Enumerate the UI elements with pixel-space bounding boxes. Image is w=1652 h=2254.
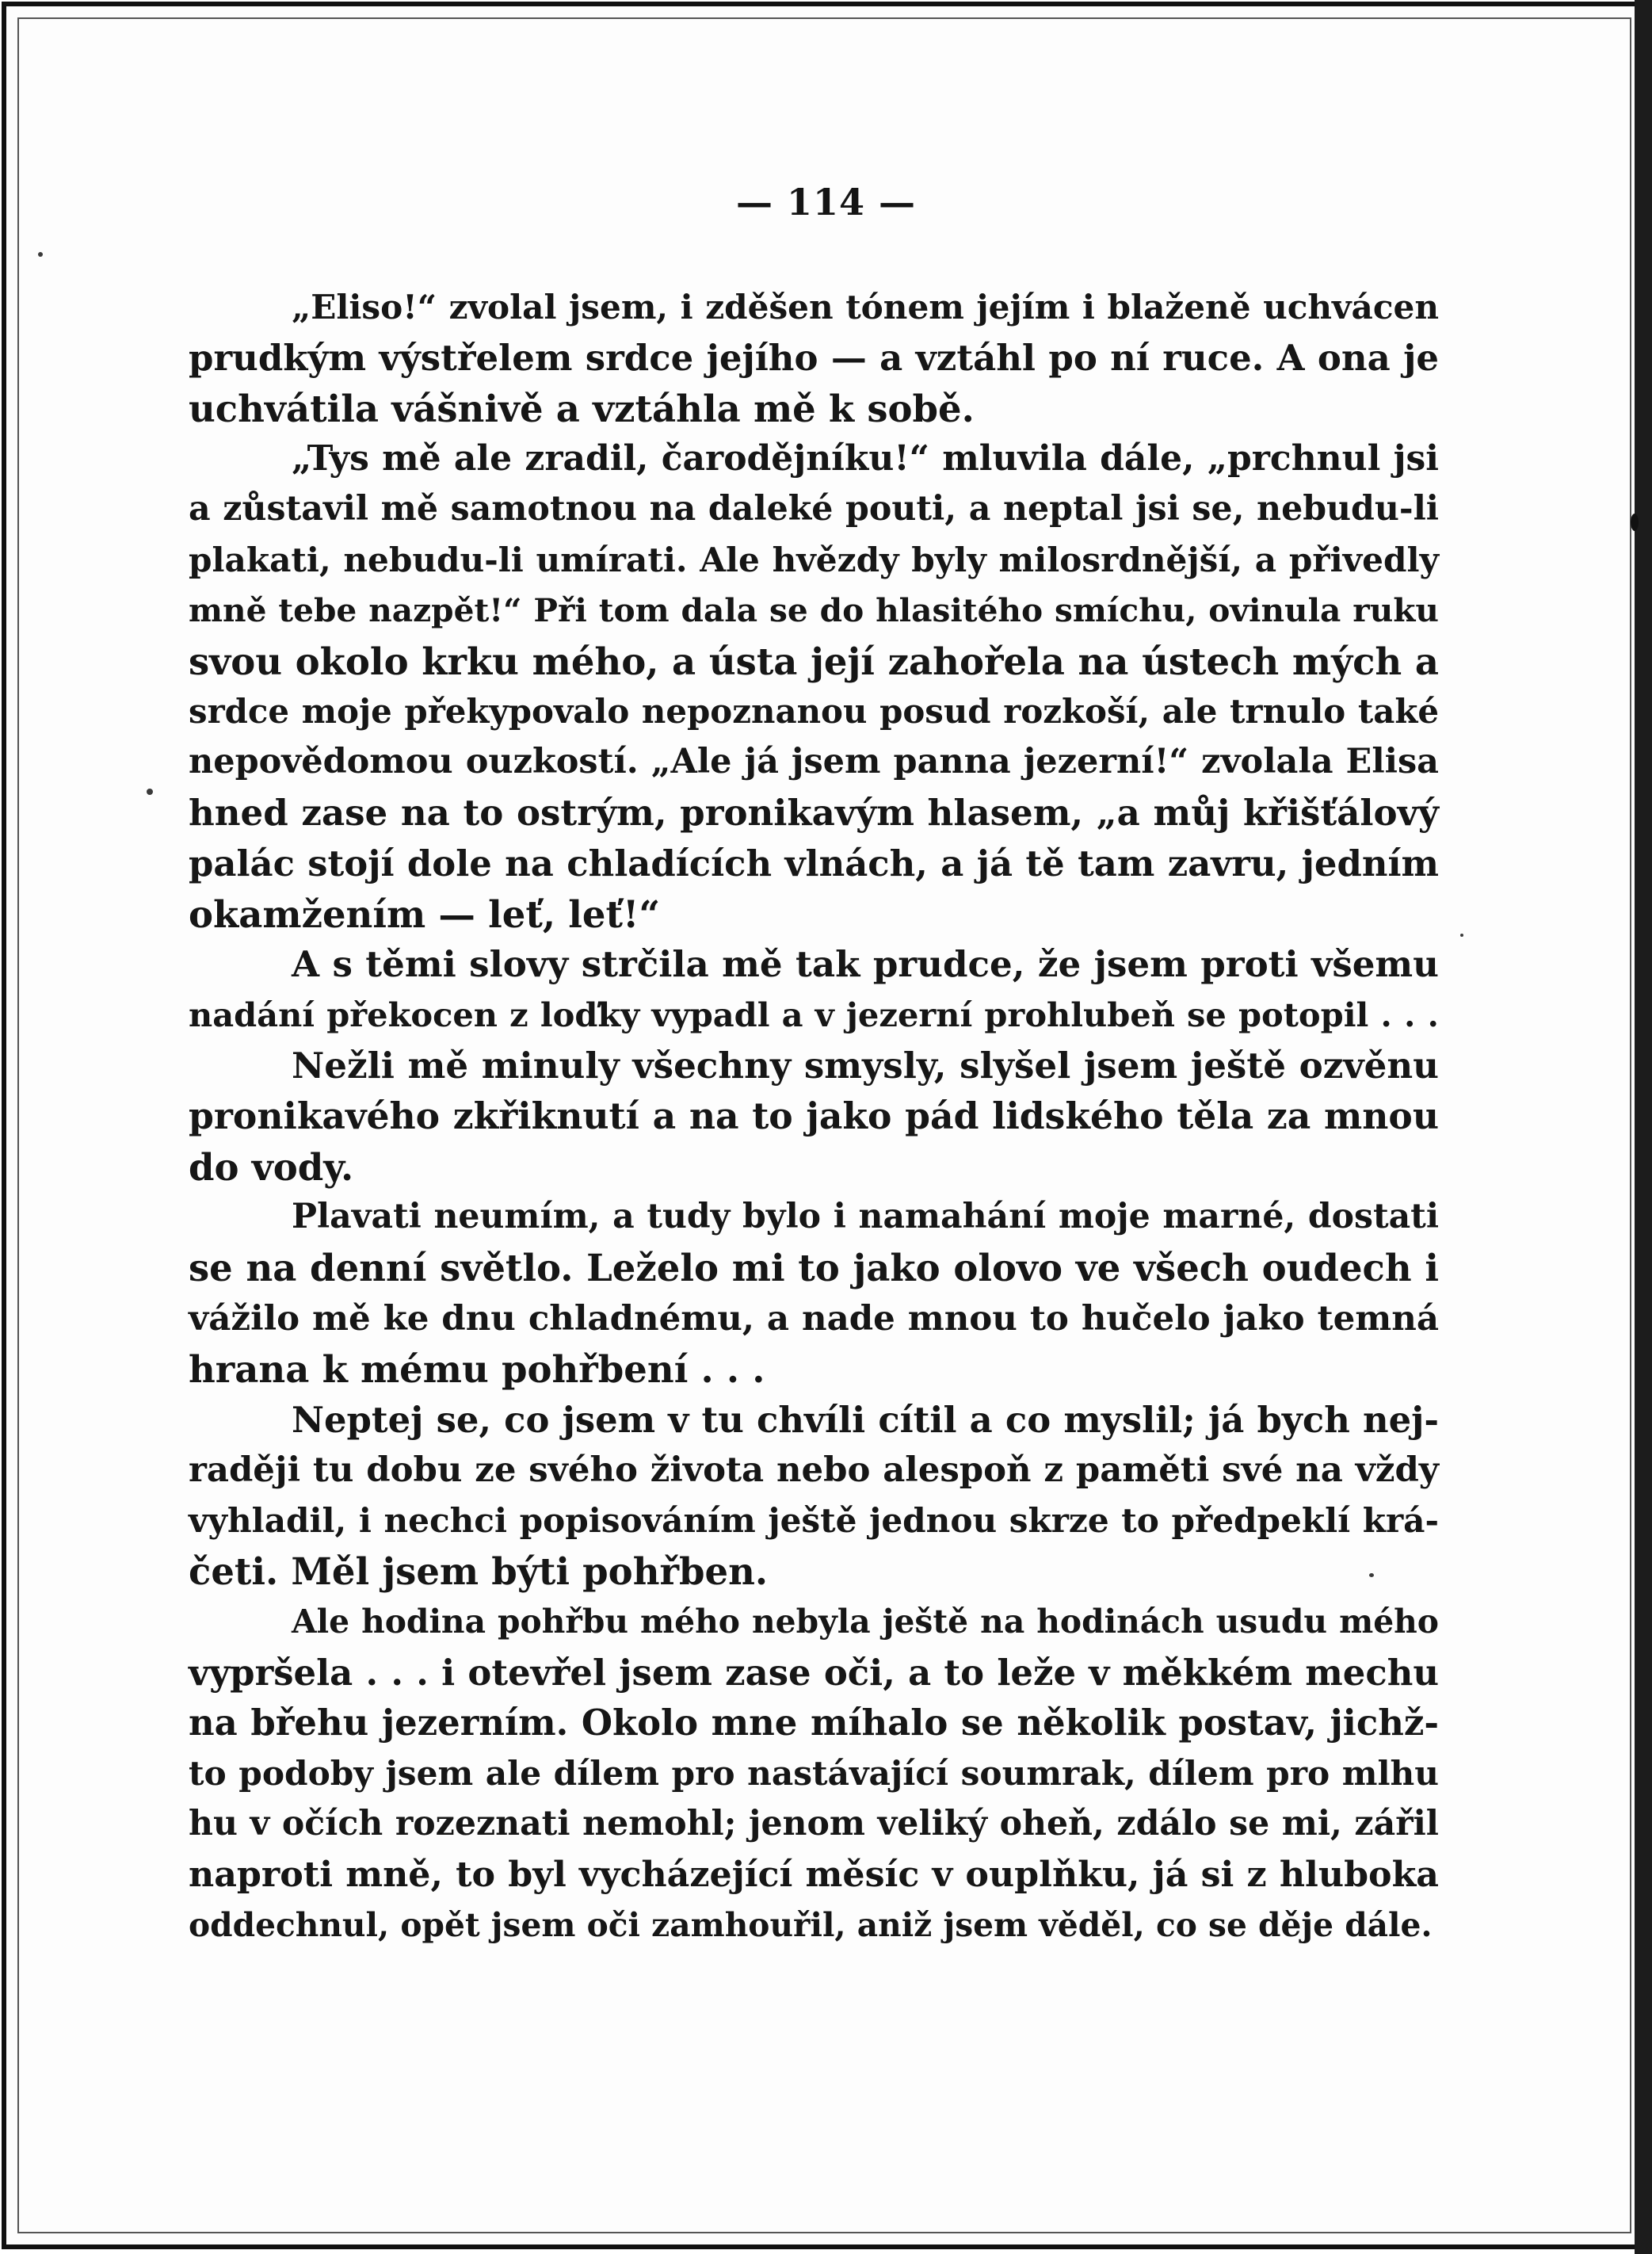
text-line: nepovědomou ouzkostí. „Ale já jsem panna jezerní!“ zvolala Elisa [189,742,1439,782]
text-line: mně tebe nazpět!“ Při tom dala se do hlasitého smíchu, ovinula ruku [189,590,1439,629]
text-line: raději tu dobu ze svého života nebo alespoň z paměti své na vždy [189,1450,1439,1491]
body-text [189,282,1439,1950]
text-line: hu v očích rozeznati nemohl; jenom veliký oheň, zdálo se mi, zářil [189,1803,1439,1843]
text-line: to podoby jsem ale dílem pro nastávající soumrak, dílem pro mlhu [189,1753,1439,1794]
text-line: prudkým výstřelem srdce jejího — a vztáhl po ní ruce. A ona je [189,336,1439,379]
text-line: četi. Měl jsem býti pohřben. [189,1549,769,1593]
text-line: palác stojí dole na chladících vlnách, a já tě tam zavru, jedním [189,842,1439,884]
text-line: vypršela . . . i otevřel jsem zase oči, a to leže v měkkém mechu [189,1651,1439,1694]
text-line: pronikavého zkřiknutí a na to jako pád lidského těla za mnou [189,1094,1439,1137]
text-line: vyhladil, i nechci popisováním ještě jednou skrze to předpeklí krá- [189,1500,1439,1541]
text-line: uchvátila vášnivě a vztáhla mě k sobě. [189,386,975,430]
text-line: „Eliso!“ zvolal jsem, i zděšen tónem jejím i blaženě uchvácen [292,287,1439,327]
text-line: na břehu jezerním. Okolo mne míhalo se několik postav, jichž- [189,1702,1439,1744]
text-line: Ale hodina pohřbu mého nebyla ještě na hodinách usudu mého [292,1602,1439,1641]
text-line: vážilo mě ke dnu chladnému, a nade mnou to hučelo jako temná [189,1297,1439,1339]
text-line: do vody. [189,1144,354,1189]
scan-speck [1460,934,1463,937]
text-line: naproti mně, to byl vycházející měsíc v ouplňku, já si z hluboka [189,1853,1439,1895]
text-line: se na denní světlo. Leželo mi to jako olovo ve všech oudech i [189,1246,1439,1290]
text-line: oddechnul, opět jsem oči zamhouřil, aniž jsem věděl, co se děje dále. [189,1905,1433,1944]
text-line: A s těmi slovy strčila mě tak prudce, že jsem proti všemu [292,943,1439,986]
page-number: — 114 — [735,181,917,223]
text-line: Neptej se, co jsem v tu chvíli cítil a co myslil; já bych nej- [292,1398,1439,1441]
scan-speck [1631,514,1639,531]
text-line: „Tys mě ale zradil, čarodějníku!“ mluvila dále, „prchnul jsi [292,438,1439,479]
text-line: Nežli mě minuly všechny smysly, slyšel jsem ještě ozvěnu [292,1044,1439,1087]
text-line: srdce moje překypovalo nepoznanou posud rozkoší, ale trnulo také [189,692,1439,732]
scan-speck [147,789,153,795]
text-line: okamžením — leť, leť!“ [189,892,661,936]
scan-edge [1635,0,1652,2254]
text-line: a zůstavil mě samotnou na daleké pouti, a neptal jsi se, nebudu-li [189,489,1439,529]
text-line: hrana k mému pohřbení . . . [189,1347,765,1391]
text-line: svou okolo krku mého, a ústa její zahořela na ústech mých a [189,639,1439,683]
text-line: Plavati neumím, a tudy bylo i namahání moje marné, dostati [292,1197,1439,1237]
text-line: plakati, nebudu-li umírati. Ale hvězdy byly milosrdnější, a přivedly [189,539,1439,579]
text-line: hned zase na to ostrým, pronikavým hlasem, „a můj křišťálový [189,791,1439,834]
scan-speck [38,252,43,257]
text-line: nadání překocen z loďky vypadl a v jezerní prohlubeň se potopil . . . [189,995,1439,1035]
